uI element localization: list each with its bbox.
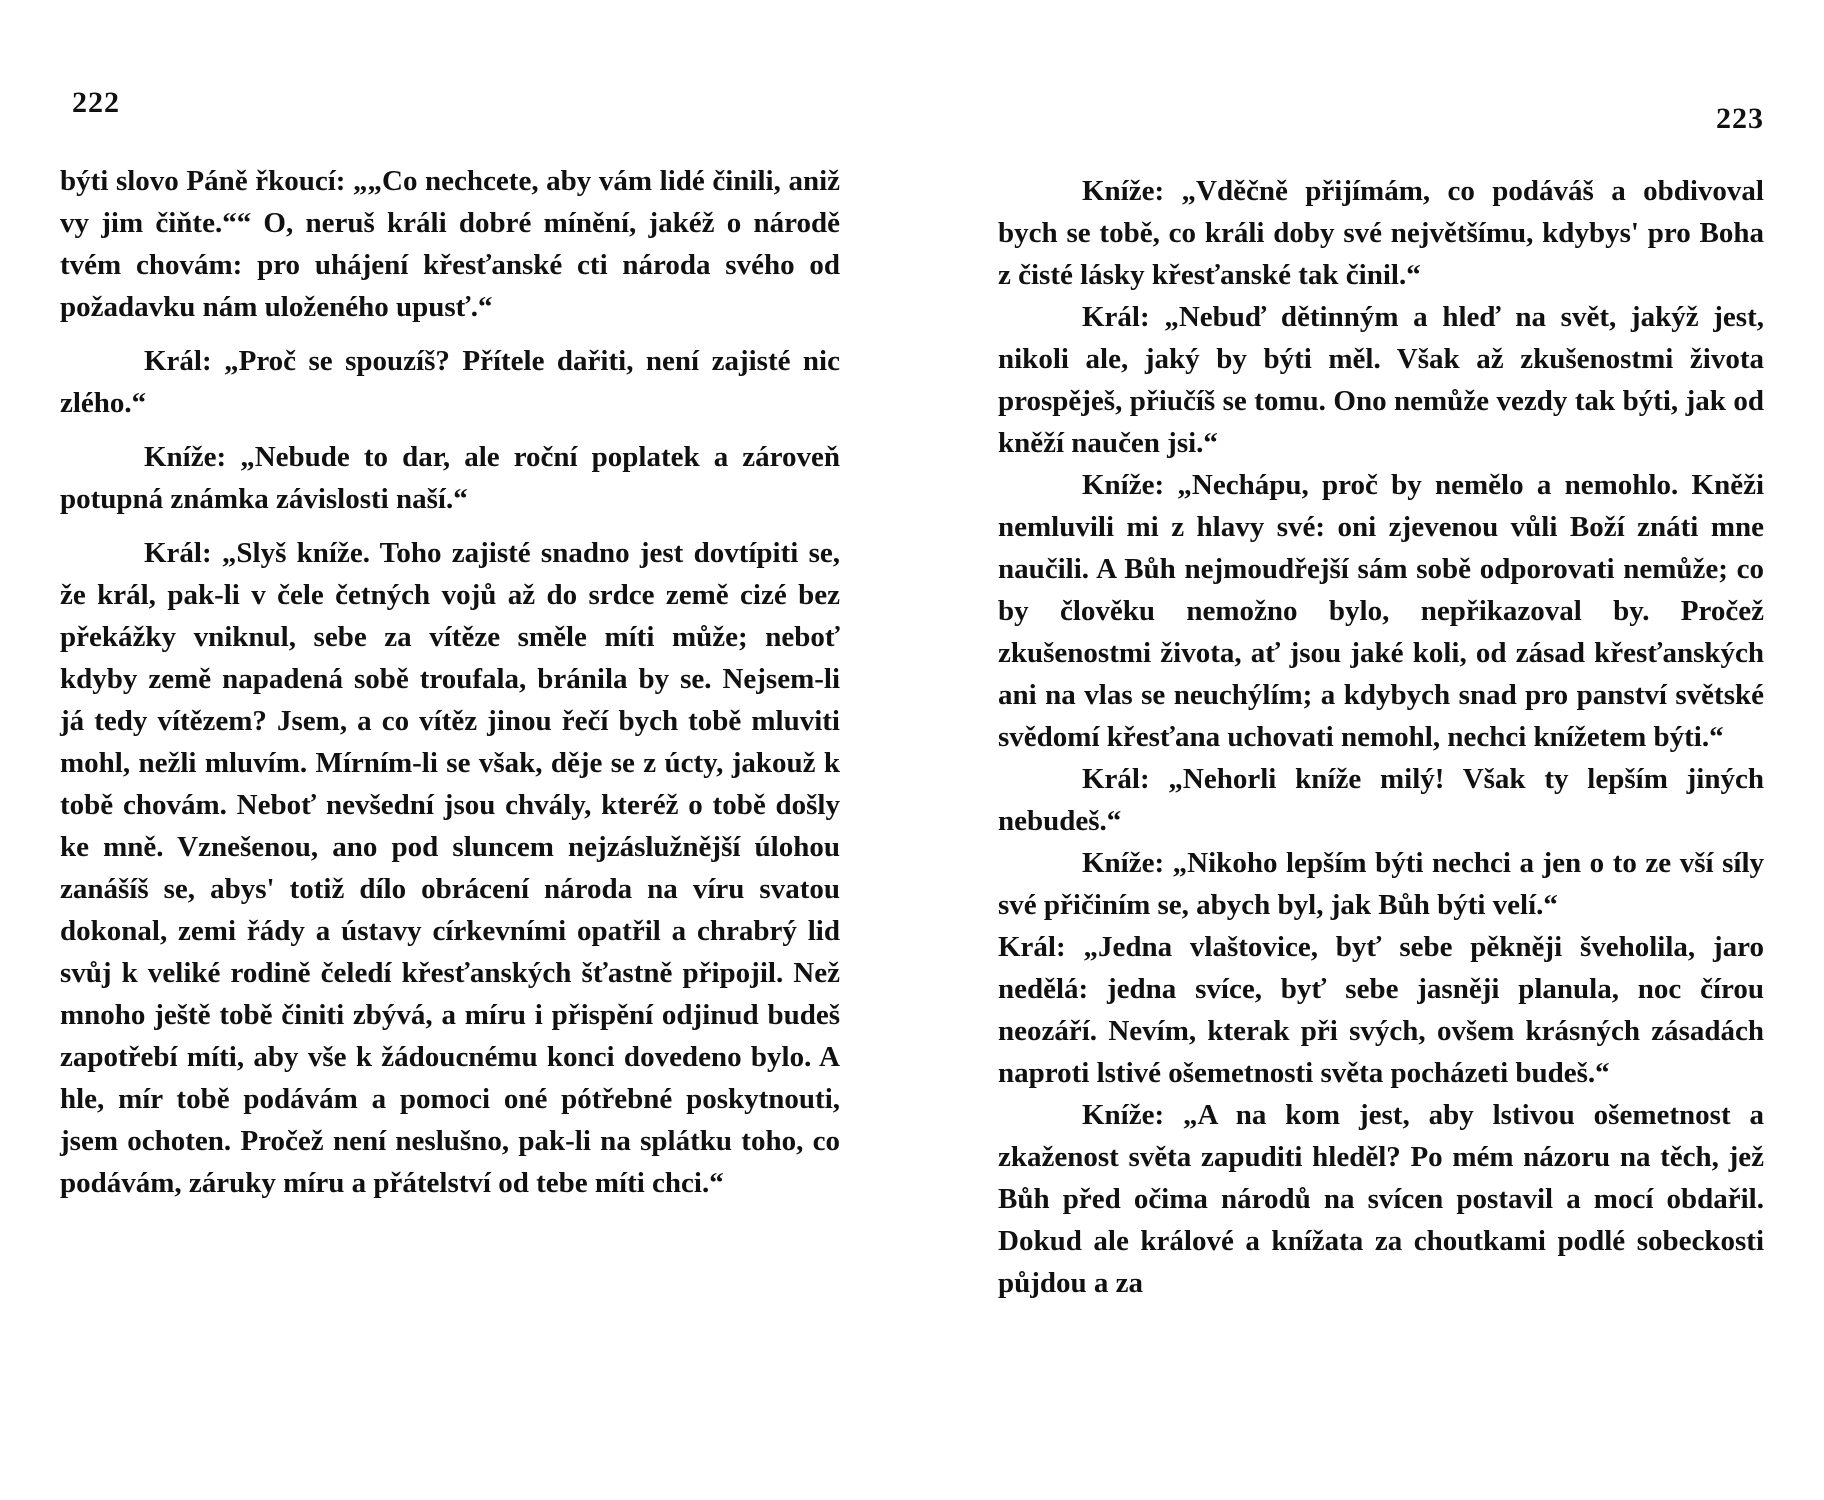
- paragraph: Kníže: „Nechápu, proč by nemělo a nemohlo. Kněži nemluvili mi z hlavy své: oni zjevenou vůli Boží znáti mne naučili. A Bůh nejmoudřejší sám sobě odporovati nemůže; co by člověku nemožno bylo, nepřikazoval by. Pročež zkušenostmi života, ať jsou jaké koli, od zásad křesťanských ani na vlas se neuchýlím; a kdybych snad pro panství světské svědomí křesťana uchovati nemohl, nechci knížetem býti.“: [998, 469, 1764, 753]
- paragraph: Král: „Proč se spouzíš? Přítele dařiti, není zajisté nic zlého.“: [60, 345, 840, 419]
- page-number: 222: [72, 86, 120, 119]
- paragraph: Kníže: „Nebude to dar, ale roční poplatek a zároveň potupná známka závislosti naší.“: [60, 441, 840, 515]
- paragraph: Král: „Nebuď dětinným a hleď na svět, jakýž jest, nikoli ale, jaký by býti měl. Však až zkušenostmi života prospěješ, přiučíš se tomu. Ono nemůže vezdy tak býti, jak od kněží naučen jsi.“: [998, 301, 1764, 459]
- paragraph: Kníže: „Vděčně přijímám, co podáváš a obdivoval bych se tobě, co králi doby své největšímu, kdybys' pro Boha z čisté lásky křesťanské tak činil.“: [998, 175, 1764, 291]
- left-page: [60, 0, 840, 1500]
- paragraph: Kníže: „A na kom jest, aby lstivou ošemetnost a zkaženost světa zapuditi hleděl? Po mém názoru na těch, jež Bůh před očima národů na svícen postavil a mocí obdařil. Dokud ale králové a knížata za choutkami podlé sobeckosti půjdou a za: [998, 1099, 1764, 1299]
- paragraph: Král: „Nehorli kníže milý! Však ty lepším jiných nebudeš.“: [998, 763, 1764, 837]
- paragraph: Král: „Slyš kníže. Toho zajisté snadno jest dovtípiti se, že král, pak-li v čele četných vojů až do srdce země cizé bez překážky vniknul, sebe za vítěze směle míti může; neboť kdyby země napadená sobě troufala, bránila by se. Nejsem-li já tedy vítězem? Jsem, a co vítěz jinou řečí bych tobě mluviti mohl, nežli mluvím. Mírním-li se však, děje se z úcty, jakouž k tobě chovám. Neboť nevšední jsou chvály, kteréž o tobě došly ke mně. Vznešenou, ano pod sluncem nejzáslužnější úlohou zanášíš se, abys' totiž dílo obrácení národa na víru svatou dokonal, zemi řády a ústavy církevními opatřil a chrabrý lid svůj k veliké rodině čeledí křesťanských šťastně připojil. Než mnoho ještě tobě činiti zbývá, a míru i přispění odjinud budeš zapotřebí míti, aby vše k žádoucnému konci dovedeno bylo. A hle, mír tobě podávám a pomoci oné pótřebné poskytnouti, jsem ochoten. Pročež není neslušno, pak-li na splátku toho, co podávám, záruky míru a přátelství od tebe míti chci.“: [60, 537, 840, 1199]
- paragraph: býti slovo Páně řkoucí: „„Co nechcete, aby vám lidé činili, aniž vy jim čiňte.““ O, neruš králi dobré mínění, jakéž o národě tvém chovám: pro uhájení křesťanské cti národa svého od požadavku nám uloženého upusť.“: [60, 165, 840, 323]
- page-number: 223: [1716, 102, 1764, 135]
- right-page: [998, 0, 1764, 1500]
- page-text: [998, 170, 1764, 1304]
- paragraph: Král: „Jedna vlaštovice, byť sebe pěkněji šveholila, jaro nedělá: jedna svíce, byť sebe jasněji planula, noc čírou neozáří. Nevím, kterak při svých, ovšem krásných zásadách naproti lstivé ošemetnosti světa pocházeti budeš.“: [998, 931, 1764, 1089]
- page-text: [60, 160, 840, 1216]
- paragraph: Kníže: „Nikoho lepším býti nechci a jen o to ze vší síly své přičiním se, abych byl, jak Bůh býti velí.“: [998, 847, 1764, 921]
